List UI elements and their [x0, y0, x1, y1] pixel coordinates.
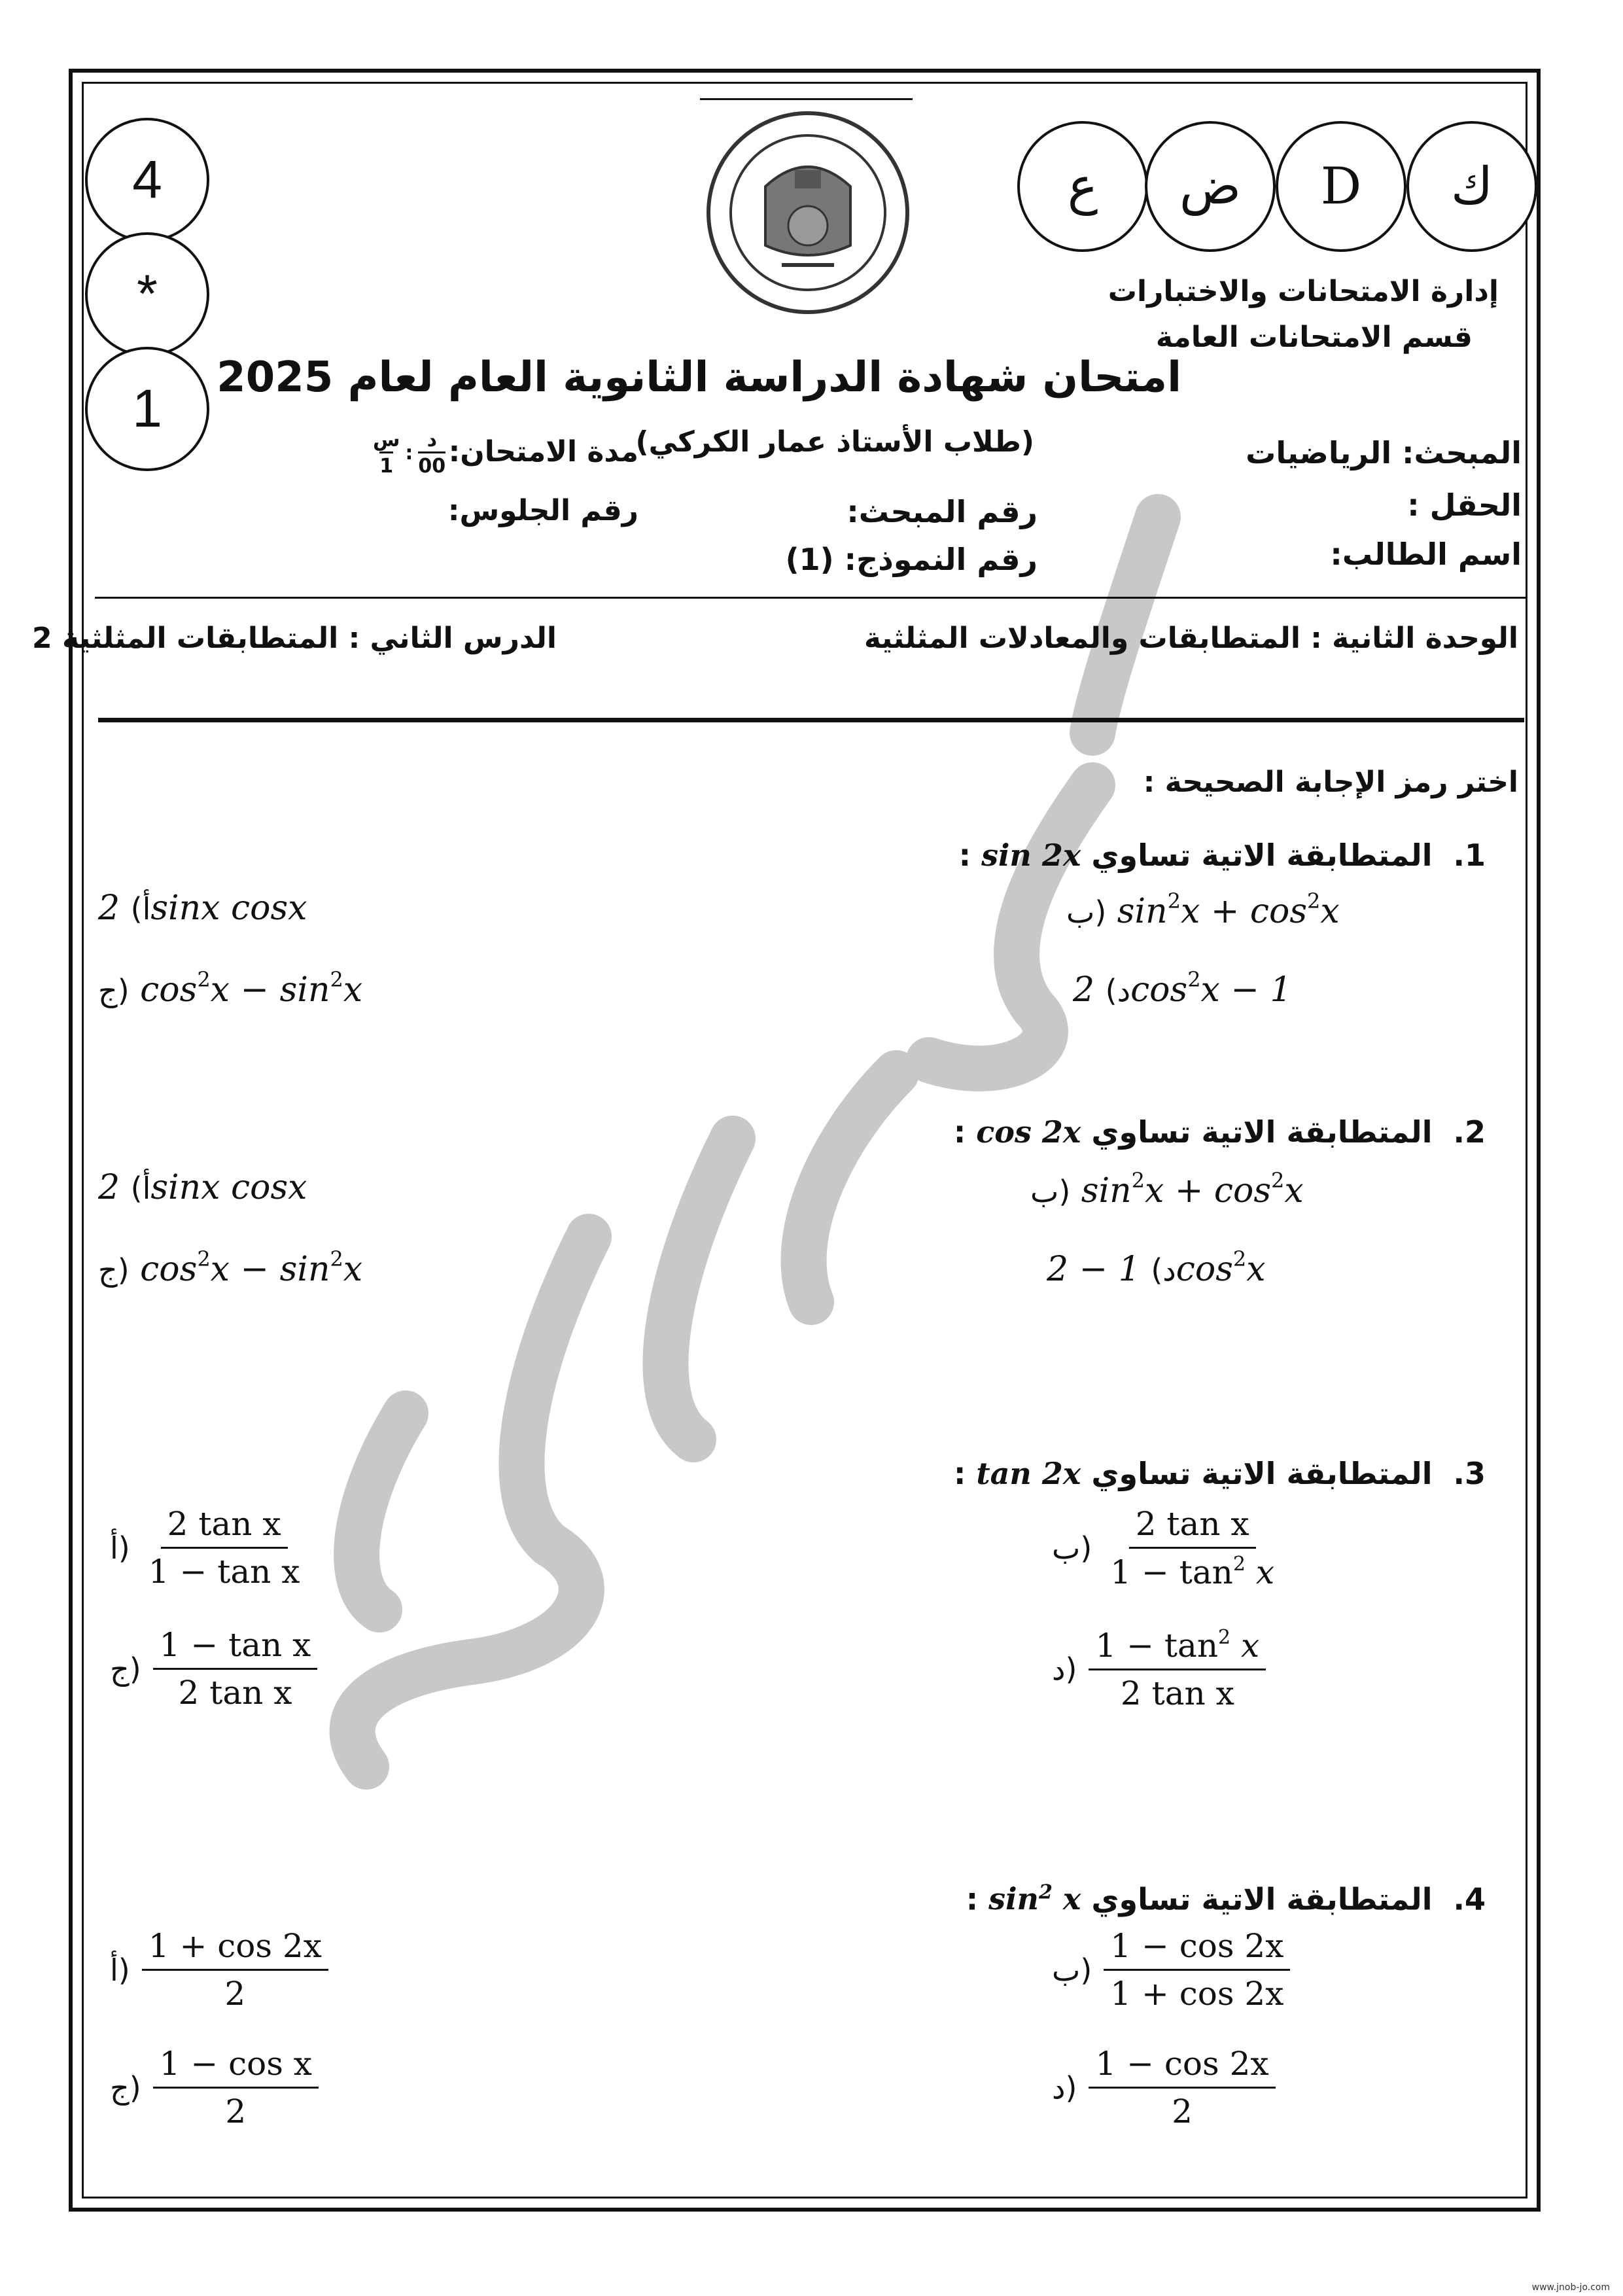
circle-ain: ع: [1017, 121, 1148, 252]
footer-website: www.jnob-jo.com: [1531, 2282, 1610, 2293]
teacher-note: (طلاب الأستاذ عمار الكركي): [635, 425, 1034, 459]
q1-option-c[interactable]: ج) $\cos^2x - \sin^2x$: [98, 967, 363, 1010]
q1-option-d[interactable]: د) $2\cos^2x - 1$: [1073, 967, 1292, 1010]
circle-d: D: [1276, 121, 1406, 252]
ministry-emblem: [703, 108, 913, 317]
seat-number-label: رقم الجلوس:: [447, 494, 638, 527]
question-2-expression: cos 2x: [976, 1114, 1081, 1150]
q4-option-a[interactable]: أ) 1 + cos 2x 2: [98, 1927, 328, 2013]
emblem-top-line: [700, 98, 913, 100]
question-3: 3. المتطابقة الاتية تساوي tan 2x :: [953, 1456, 1486, 1491]
circle-kaf: ك: [1406, 121, 1537, 252]
circle-bottom-left: 1: [85, 347, 209, 471]
header-divider: [95, 597, 1527, 599]
instruction: اختر رمز الإجابة الصحيحة :: [1143, 766, 1518, 799]
circle-middle-left: *: [85, 232, 209, 357]
student-name-label: اسم الطالب:: [1330, 537, 1522, 572]
circle-top-left: 4: [85, 118, 209, 242]
exam-title: امتحان شهادة الدراسة الثانوية العام لعام 2025: [217, 353, 1181, 402]
model-number-label: رقم النموذج: (1): [785, 542, 1038, 577]
q2-option-d[interactable]: د) $1 - 2\cos^2x$: [1047, 1246, 1266, 1289]
question-2: 2. المتطابقة الاتية تساوي cos 2x :: [953, 1114, 1486, 1150]
question-1: 1. المتطابقة الاتية تساوي sin 2x :: [958, 838, 1486, 873]
unit-title: الوحدة الثانية : المتطابقات والمعادلات المثلثية: [864, 622, 1518, 655]
lesson-title: الدرس الثاني : المتطابقات المثلثية 2: [32, 622, 557, 655]
q2-option-a[interactable]: أ) 2sinx cosx: [98, 1168, 307, 1207]
thick-divider: [98, 718, 1524, 722]
q2-option-c[interactable]: ج) $\cos^2x - \sin^2x$: [98, 1246, 363, 1289]
q1-option-a[interactable]: أ) 2sinx cosx: [98, 889, 307, 928]
q2-option-b[interactable]: ب) $\sin^2x + \cos^2x$: [1030, 1168, 1304, 1210]
circle-dad: ض: [1145, 121, 1276, 252]
q3-option-b[interactable]: ب) 2 tan x $1 - \tan^2 x$: [1052, 1505, 1275, 1591]
q4-option-c[interactable]: ج) 1 − cos x 2: [98, 2045, 319, 2130]
question-1-expression: sin 2x: [981, 838, 1081, 873]
department-line-2: قسم الامتحانات العامة: [1155, 321, 1473, 354]
q1-option-b[interactable]: ب) $\sin^2x + \cos^2x$: [1066, 889, 1340, 931]
q4-option-d[interactable]: د) 1 − cos 2x 2: [1040, 2045, 1276, 2130]
question-4-expression: $\sin^2 x$: [988, 1881, 1081, 1917]
q4-option-b[interactable]: ب) 1 − cos 2x 1 + cos 2x: [1040, 1927, 1290, 2013]
q3-option-c[interactable]: ج) 1 − tan x 2 tan x: [98, 1626, 317, 1712]
q3-option-d[interactable]: د) $1 - \tan^2 x$ 2 tan x: [1040, 1626, 1266, 1712]
field-label: الحقل :: [1407, 487, 1522, 523]
question-3-expression: tan 2x: [976, 1456, 1081, 1491]
subject-label: المبحث: الرياضيات: [1246, 435, 1522, 470]
q3-option-a[interactable]: أ) 2 tan x 1 − tan x: [110, 1505, 300, 1591]
question-4: 4. المتطابقة الاتية تساوي $\sin^2 x$ :: [966, 1881, 1486, 1917]
exam-duration-value: س 1 : د 00: [373, 429, 446, 478]
exam-duration-label: مدة الامتحان:: [448, 435, 638, 468]
subject-number-label: رقم المبحث:: [846, 494, 1038, 529]
department-line-1: إدارة الامتحانات والاختبارات: [1108, 275, 1499, 308]
